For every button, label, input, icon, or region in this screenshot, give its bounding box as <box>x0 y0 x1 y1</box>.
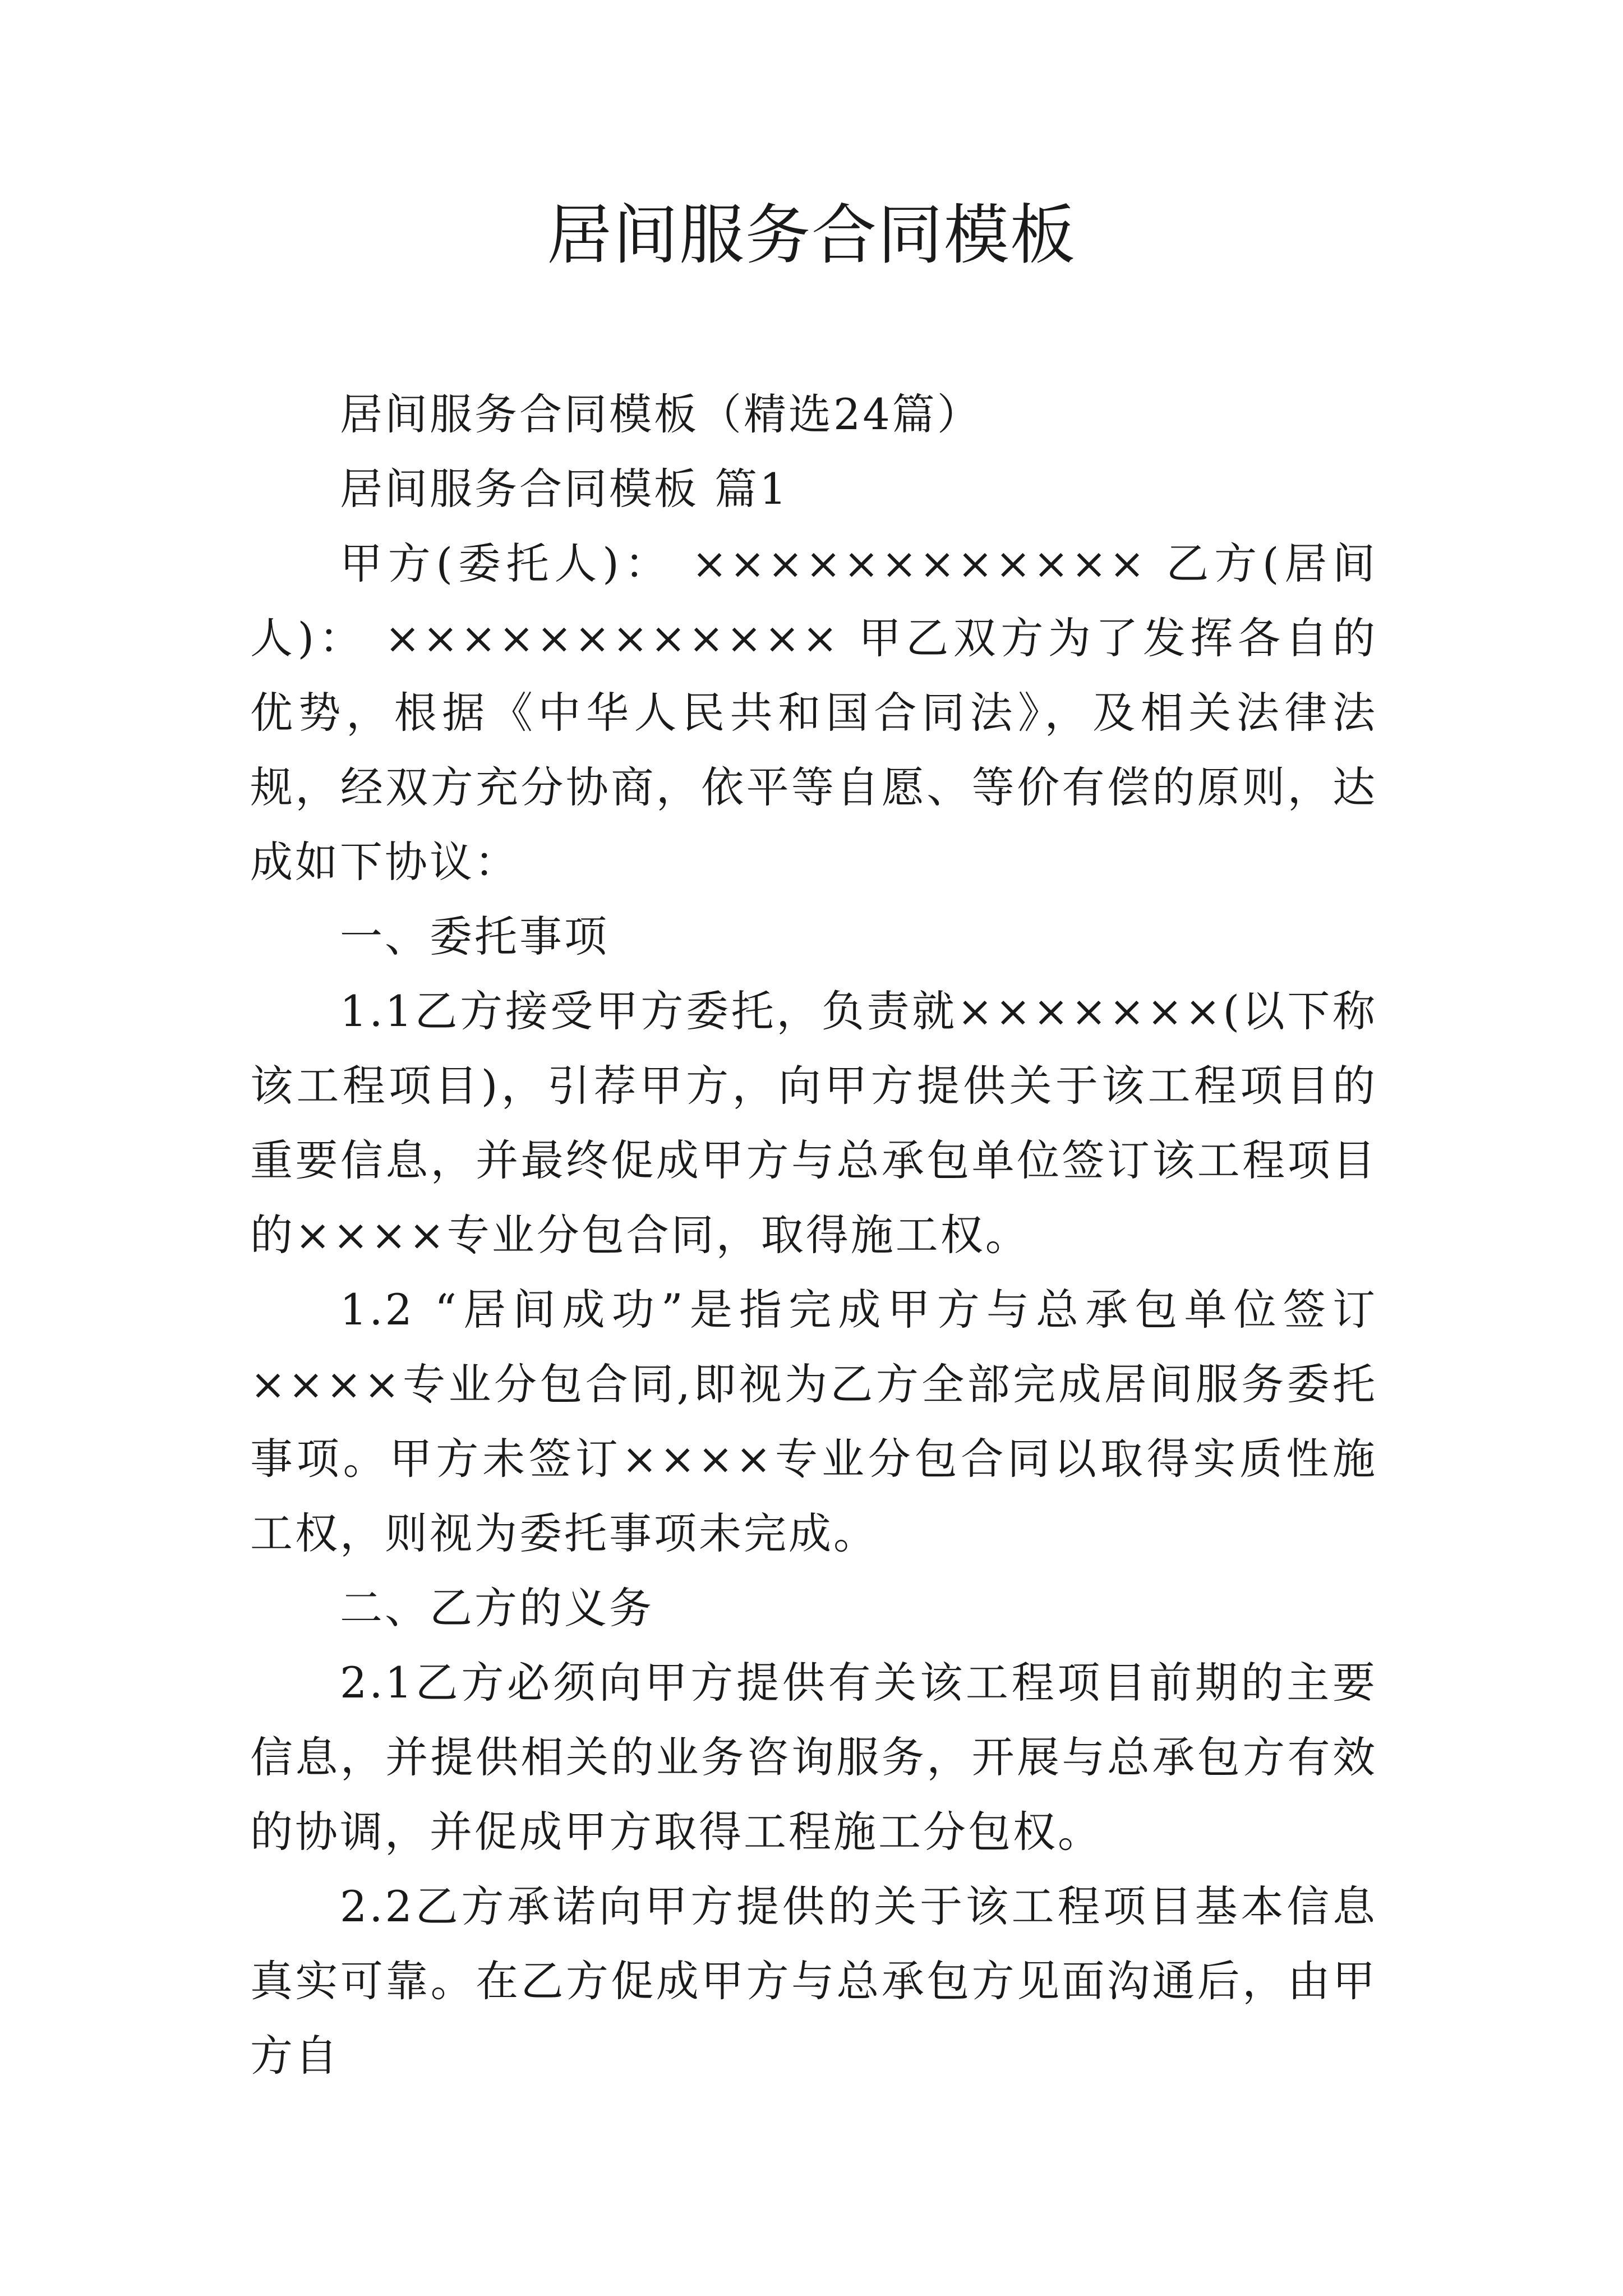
document-subtitle: 居间服务合同模板（精选24篇） <box>340 389 982 439</box>
paragraph-parties: 甲方(委托人)： ×××××××××××× 乙方(居间人)： ×××××××××××× 甲乙双方为了发挥各自的优势，根据《中华人民共和国合同法》，及相关法律法规，经双方充分协商，依平等自愿、等价有偿的原则，达成如下协议： <box>250 539 1377 887</box>
section-heading-part-1: 居间服务合同模板 篇1 <box>340 464 789 514</box>
document-title: 居间服务合同模板 <box>547 197 1076 273</box>
clause-2-1: 2.1乙方必须向甲方提供有关该工程项目前期的主要信息，并提供相关的业务咨询服务，开展与总承包方有效的协调，并促成甲方取得工程施工分包权。 <box>250 1658 1377 1857</box>
clause-1-1: 1.1乙方接受甲方委托，负责就×××××××(以下称该工程项目)，引荐甲方，向甲方提供关于该工程项目的重要信息，并最终促成甲方与总承包单位签订该工程项目的××××专业分包合同，取得施工权。 <box>250 986 1377 1260</box>
clause-2-2: 2.2乙方承诺向甲方提供的关于该工程项目基本信息真实可靠。在乙方促成甲方与总承包方见面沟通后，由甲方自 <box>250 1881 1377 2081</box>
document-body <box>250 377 1377 2093</box>
section-heading-obligations: 二、乙方的义务 <box>340 1583 654 1633</box>
clause-1-2: 1.2 “居间成功”是指完成甲方与总承包单位签订××××专业分包合同,即视为乙方全部完成居间服务委托事项。甲方未签订××××专业分包合同以取得实质性施工权，则视为委托事项未完成。 <box>250 1285 1377 1558</box>
section-heading-commission: 一、委托事项 <box>340 912 609 961</box>
